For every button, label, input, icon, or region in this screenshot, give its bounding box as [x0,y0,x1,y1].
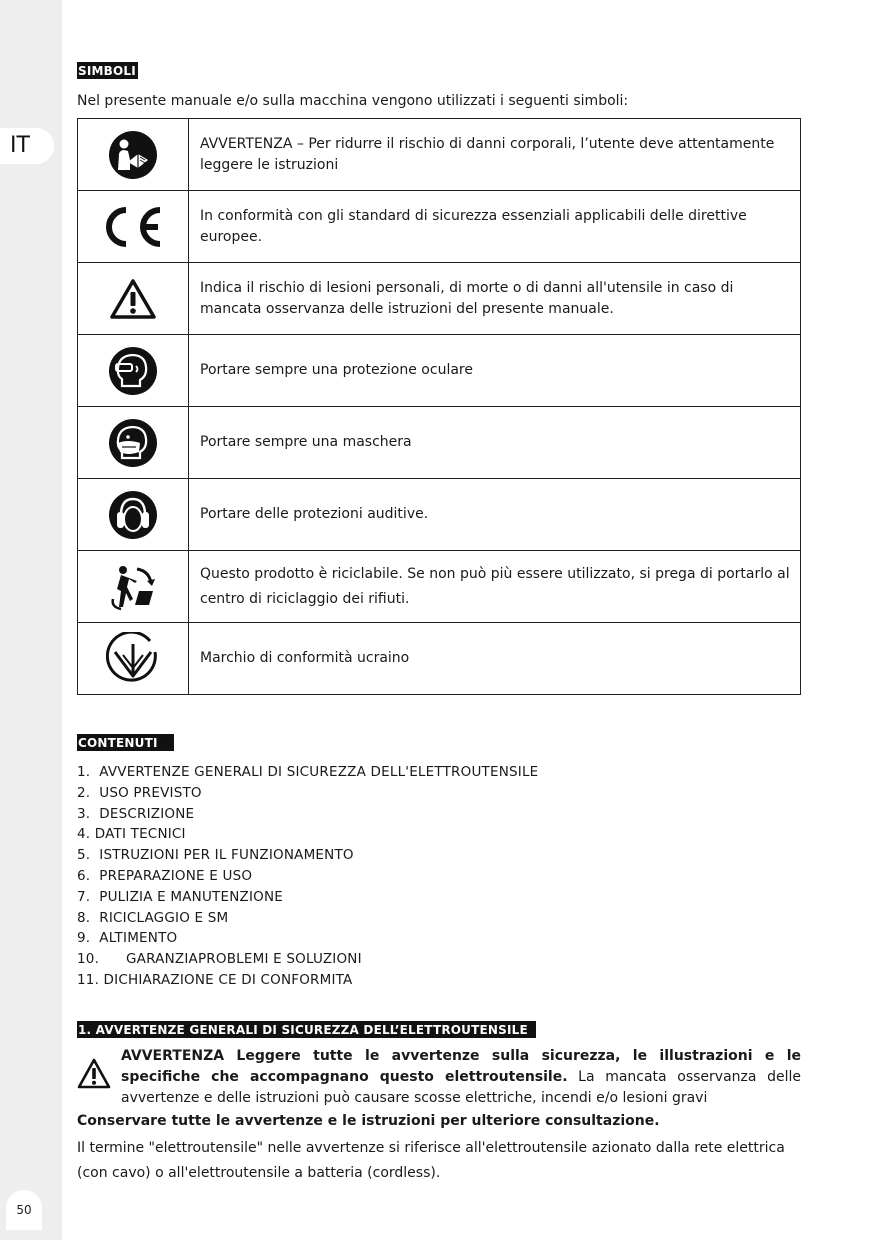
ukrainian-conformity-mark-icon [106,632,160,686]
symbol-icon-cell [78,335,189,407]
read-manual-icon [108,130,158,180]
side-strip [0,0,62,1240]
symbol-row [78,623,801,695]
warning-bold-text: AVVERTENZA Leggere tutte le avvertenze sulla sicurezza, le illustrazioni e le specifiche che accompagnano questo elettroutensile. [121,1048,801,1085]
recycling-icon [107,561,159,613]
warning-text: La mancata osservanza delle avvertenze e delle istruzioni può causare scosse elettriche, incendi e/o lesioni gravi [121,1069,801,1106]
symbol-icon-cell [78,479,189,551]
toc-item: 6. PREPARAZIONE E USO [77,867,253,884]
symbol-row [78,263,801,335]
symbol-icon-cell [78,623,189,695]
toc-item: 1. AVVERTENZE GENERALI DI SICUREZZA DELL'ELETTROUTENSILE [77,764,539,780]
ce-mark-icon [100,204,166,250]
toc-item: 8. RICICLAGGIO E SM [77,909,229,926]
symbol-icon-cell [78,551,189,623]
symbol-description: Indica il rischio di lesioni personali, di morte o di danni all'utensile in caso di mancata osservanza delle istruzioni del presente manuale. [189,263,801,335]
symbol-description: Portare delle protezioni auditive. [189,479,801,551]
symbol-icon-cell [78,263,189,335]
hearing-protection-icon [108,490,158,540]
eye-protection-icon [108,346,158,396]
toc-item: 4. DATI TECNICI [77,826,186,843]
toc-item: 5. ISTRUZIONI PER IL FUNZIONAMENTO [77,847,354,864]
symbol-icon-cell [78,407,189,479]
symbols-intro: Nel presente manuale e/o sulla macchina vengono utilizzati i seguenti simboli: [77,93,629,109]
table-of-contents [77,762,538,991]
symbols-heading: SIMBOLI [78,64,136,78]
power-tool-definition: Il termine "elettroutensile" nelle avvertenze si riferisce all'elettroutensile azionato dalla rete elettrica (con cavo) o all'elettroutensile a batteria (cordless). [77,1140,785,1181]
section-1-heading: 1. AVVERTENZE GENERALI DI SICUREZZA DELL’ELETTROUTENSILE [77,1021,536,1038]
toc-item: 9. ALTIMENTO [77,930,178,947]
toc-item: 7. PULIZIA E MANUTENZIONE [77,888,283,905]
warning-triangle-icon [109,277,157,321]
symbol-description: Marchio di conformità ucraino [189,623,801,695]
language-tab: IT [0,128,54,164]
symbol-description: Questo prodotto è riciclabile. Se non può più essere utilizzato, si prega di portarlo al centro di riciclaggio dei rifiuti. [189,551,801,623]
symbol-row [78,191,801,263]
symbol-row [78,335,801,407]
page-number: 50 [6,1190,42,1230]
symbol-icon-cell [78,119,189,191]
toc-item: 3. DESCRIZIONE [77,805,195,822]
symbol-row [78,407,801,479]
warning-triangle-icon [77,1058,111,1090]
symbol-row [78,479,801,551]
symbol-description: Portare sempre una maschera [189,407,801,479]
toc-item: 10. GARANZIAPROBLEMI E SOLUZIONI [77,951,362,968]
safety-warning [77,1046,801,1109]
symbol-description: Portare sempre una protezione oculare [189,335,801,407]
symbol-description: AVVERTENZA – Per ridurre il rischio di danni corporali, l’utente deve attentamente leggere le istruzioni [189,119,801,191]
mask-icon [108,418,158,468]
symbols-table [77,118,801,695]
symbol-description: In conformità con gli standard di sicurezza essenziali applicabili delle direttive europee. [189,191,801,263]
symbol-row [78,551,801,623]
toc-item: 2. USO PREVISTO [77,784,202,801]
symbol-row [78,119,801,191]
symbol-icon-cell [78,191,189,263]
contents-heading: CONTENUTI [77,734,174,751]
warning-paragraph [121,1046,801,1109]
toc-item: 11. DICHIARAZIONE CE DI CONFORMITA [77,971,353,988]
keep-instructions-note: Conservare tutte le avvertenze e le istruzioni per ulteriore consultazione. [77,1113,660,1129]
